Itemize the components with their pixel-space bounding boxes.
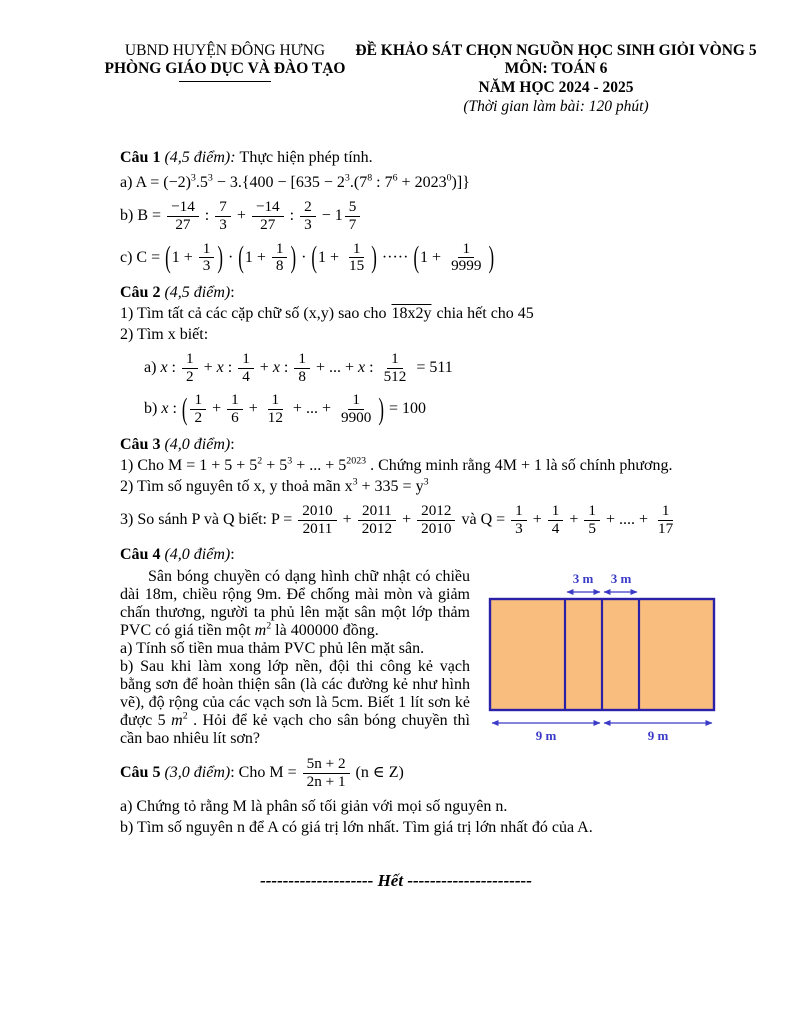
cau2-part-2: 2) Tìm x biết: bbox=[120, 326, 209, 343]
court-figure-container bbox=[476, 568, 728, 749]
volleyball-court-figure bbox=[476, 570, 728, 744]
cau3-heading: Câu 3 (4,0 điểm): bbox=[120, 435, 235, 453]
cau2-part-2a: a) x : $\frac{1}{2}$ + x : $\frac{1}{4}$ + x : $\frac{1}{8}$ + ... + x : $\frac{1}{512}$ = 511 bbox=[144, 350, 453, 385]
cau1-heading: Câu 1 (4,5 điểm): Thực hiện phép tính. bbox=[120, 149, 373, 167]
cau4-part-b: b) Sau khi làm xong lớp nền, đội thi công kẻ vạch bằng sơn để hoàn thiện sân (là các đường kẻ như hình vẽ), độ rộng của các vạch sơn là 5cm. Biết 1 lít sơn kẻ được 5 $m^2$ . Hỏi để kẻ vạch cho sân bóng chuyền thì cần bao nhiêu lít sơn? bbox=[120, 658, 470, 748]
exam-year: NĂM HỌC 2024 - 2025 bbox=[478, 78, 634, 96]
cau4-content bbox=[120, 568, 756, 749]
cau2-part-1: 1) Tìm tất cả các cặp chữ số (x,y) sao cho 18x2y chia hết cho 45 bbox=[120, 305, 534, 322]
cau3-part-1: 1) Cho $M = 1 + 5 + 5^2 + 5^3$ + ... + $5^{2023}$ . Chứng minh rằng 4M + 1 là số chính phương. bbox=[120, 455, 673, 474]
cau2-part-2b: b) x : ( $\frac{1}{2}$ + $\frac{1}{6}$ + $\frac{1}{12}$ + ... + $\frac{1}{9900}$ ) = 100 bbox=[144, 391, 426, 427]
dim-label-9m-left: 9 m bbox=[535, 728, 557, 744]
exam-body bbox=[0, 116, 792, 837]
dim-label-3m-right: 3 m bbox=[610, 571, 632, 587]
org-name-line2: PHÒNG GIÁO DỤC VÀ ĐÀO TẠO bbox=[104, 60, 346, 77]
issuing-org-block bbox=[100, 42, 350, 116]
dim-label-9m-right: 9 m bbox=[647, 728, 669, 744]
cau3-part-2: 2) Tìm số nguyên tố x, y thoả mãn $x^3 + 335 = y^3$ bbox=[120, 476, 429, 495]
cau5-part-a: a) Chứng tỏ rằng M là phân số tối giản với mọi số nguyên n. bbox=[120, 797, 508, 815]
document-header bbox=[0, 42, 792, 116]
cau4-heading: Câu 4 (4,0 điểm): bbox=[120, 546, 235, 564]
cau4-paragraph: Sân bóng chuyền có dạng hình chữ nhật có chiều dài 18m, chiều rộng 9m. Để chống mài mòn và giảm chấn thương, người ta phủ lên mặt sân một lớp thảm PVC có giá tiền một $m^2$ là 400000 đồng. bbox=[120, 568, 470, 640]
exam-title-block bbox=[350, 42, 762, 116]
exam-title: ĐỀ KHẢO SÁT CHỌN NGUỒN HỌC SINH GIỎI VÒNG 5 bbox=[355, 42, 757, 59]
exam-subject: MÔN: TOÁN 6 bbox=[504, 60, 608, 78]
cau2-heading: Câu 2 (4,5 điểm): bbox=[120, 284, 235, 301]
exam-duration: (Thời gian làm bài: 120 phút) bbox=[463, 97, 649, 115]
org-underline bbox=[179, 81, 271, 82]
cau1-part-b: b) B = $\frac{-14}{27}$ : $\frac{7}{3}$ + $\frac{-14}{27}$ : $\frac{2}{3}$ − 1 $\frac{5}{7}$ bbox=[120, 199, 756, 233]
cau1-part-a: a) $A = (-2)^3.5^3 - 3.\{400 - [635 - 2^3.(7^8$ : $7^6 + 2023^0$)]} bbox=[120, 172, 470, 192]
cau5-part-b: b) Tìm số nguyên n để A có giá trị lớn nhất. Tìm giá trị lớn nhất đó của A. bbox=[120, 818, 593, 836]
org-name-line1: UBND HUYỆN ĐÔNG HƯNG bbox=[124, 42, 326, 59]
dim-label-3m-left: 3 m bbox=[572, 571, 594, 587]
cau3-part-3: 3) So sánh P và Q biết: P = $\frac{2010}{2011}$ + $\frac{2011}{2012}$ + $\frac{2012}{2010}$ và Q = $\frac{1}{3}$ + $\frac{1}{4}$ + $\frac{1}{5}$ + .... + $\frac{1}{17}$ bbox=[120, 501, 674, 537]
cau1-part-c: c) C = (1 + $\frac{1}{3}$ ) · (1 + $\frac{1}{8}$ ) · (1 + $\frac{1}{15}$ ) ····· (1 + $\frac{1}{9999}$ ) bbox=[120, 239, 495, 275]
end-marker: -------------------- Hết ---------------------- bbox=[260, 870, 532, 890]
cau4-text-column bbox=[120, 568, 470, 749]
cau5-heading: Câu 5 (3,0 điểm): Cho M = $\frac{5n + 2}{2n + 1}$ (n ∈ Z) bbox=[120, 755, 404, 791]
cau4-part-a: a) Tính số tiền mua thảm PVC phủ lên mặt sân. bbox=[120, 640, 425, 658]
